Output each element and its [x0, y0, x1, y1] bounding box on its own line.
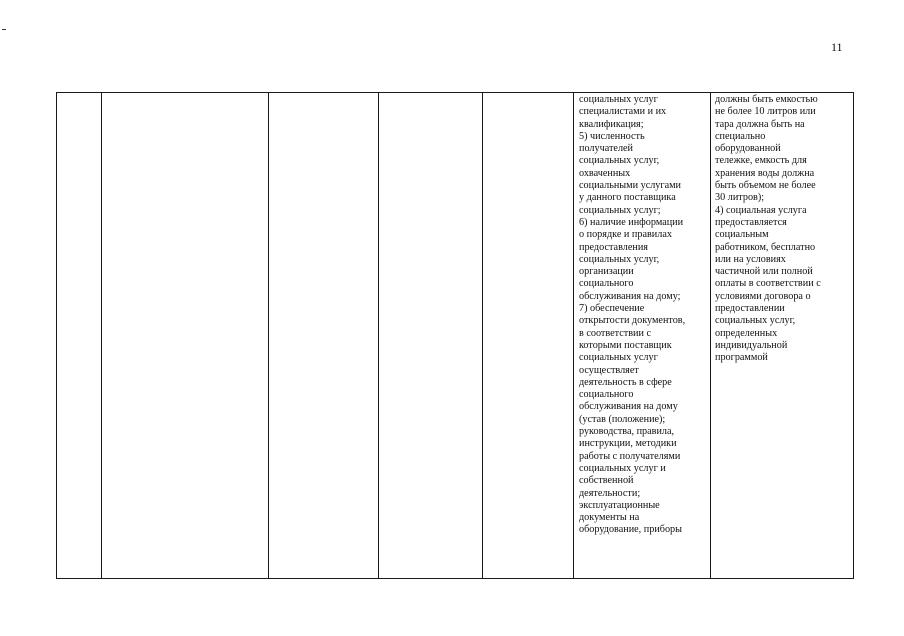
- content-table: [56, 92, 854, 579]
- table-cell-col-4: [379, 93, 483, 579]
- quality-indicators-text: социальных услуг специалистами и их квалификация; 5) численность получателей социальных услуг, охваченных социальными услугами у данного поставщика социальных услуг; 6) наличие информации о порядке и правилах предоставления социальных услуг, организации социального обслуживания на дому; 7) обеспечение открытости документов, в соответствии с которыми поставщик социальных услуг осуществляет деятельность в сфере социального обслуживания на дому (устав (положение); руководства, правила, инструкции, методики работы с получателями социальных услуг и собственной деятельности; эксплуатационные документы на оборудование, приборы: [579, 94, 686, 536]
- table-cell-col-2: [102, 93, 269, 579]
- table-cell-col-5: [483, 93, 574, 579]
- table-cell-col-3: [269, 93, 379, 579]
- service-conditions-text: должны быть емкостью не более 10 литров или тара должна быть на специально оборудованной тележке, емкость для хранения воды должна быть объемом не более 30 литров); 4) социальная услуга предоставляется социальным работником, бесплатно или на условиях частичной или полной оплаты в соответствии с условиями договора о предоставлении социальных услуг, определенных индивидуальной программой: [715, 94, 821, 364]
- table-cell-quality-indicators: [574, 93, 711, 579]
- page-number: 11: [831, 40, 843, 54]
- table-cell-service-conditions: [711, 93, 854, 579]
- scan-mark: [2, 29, 6, 30]
- table-cell-col-1: [57, 93, 102, 579]
- table-row: [57, 93, 854, 579]
